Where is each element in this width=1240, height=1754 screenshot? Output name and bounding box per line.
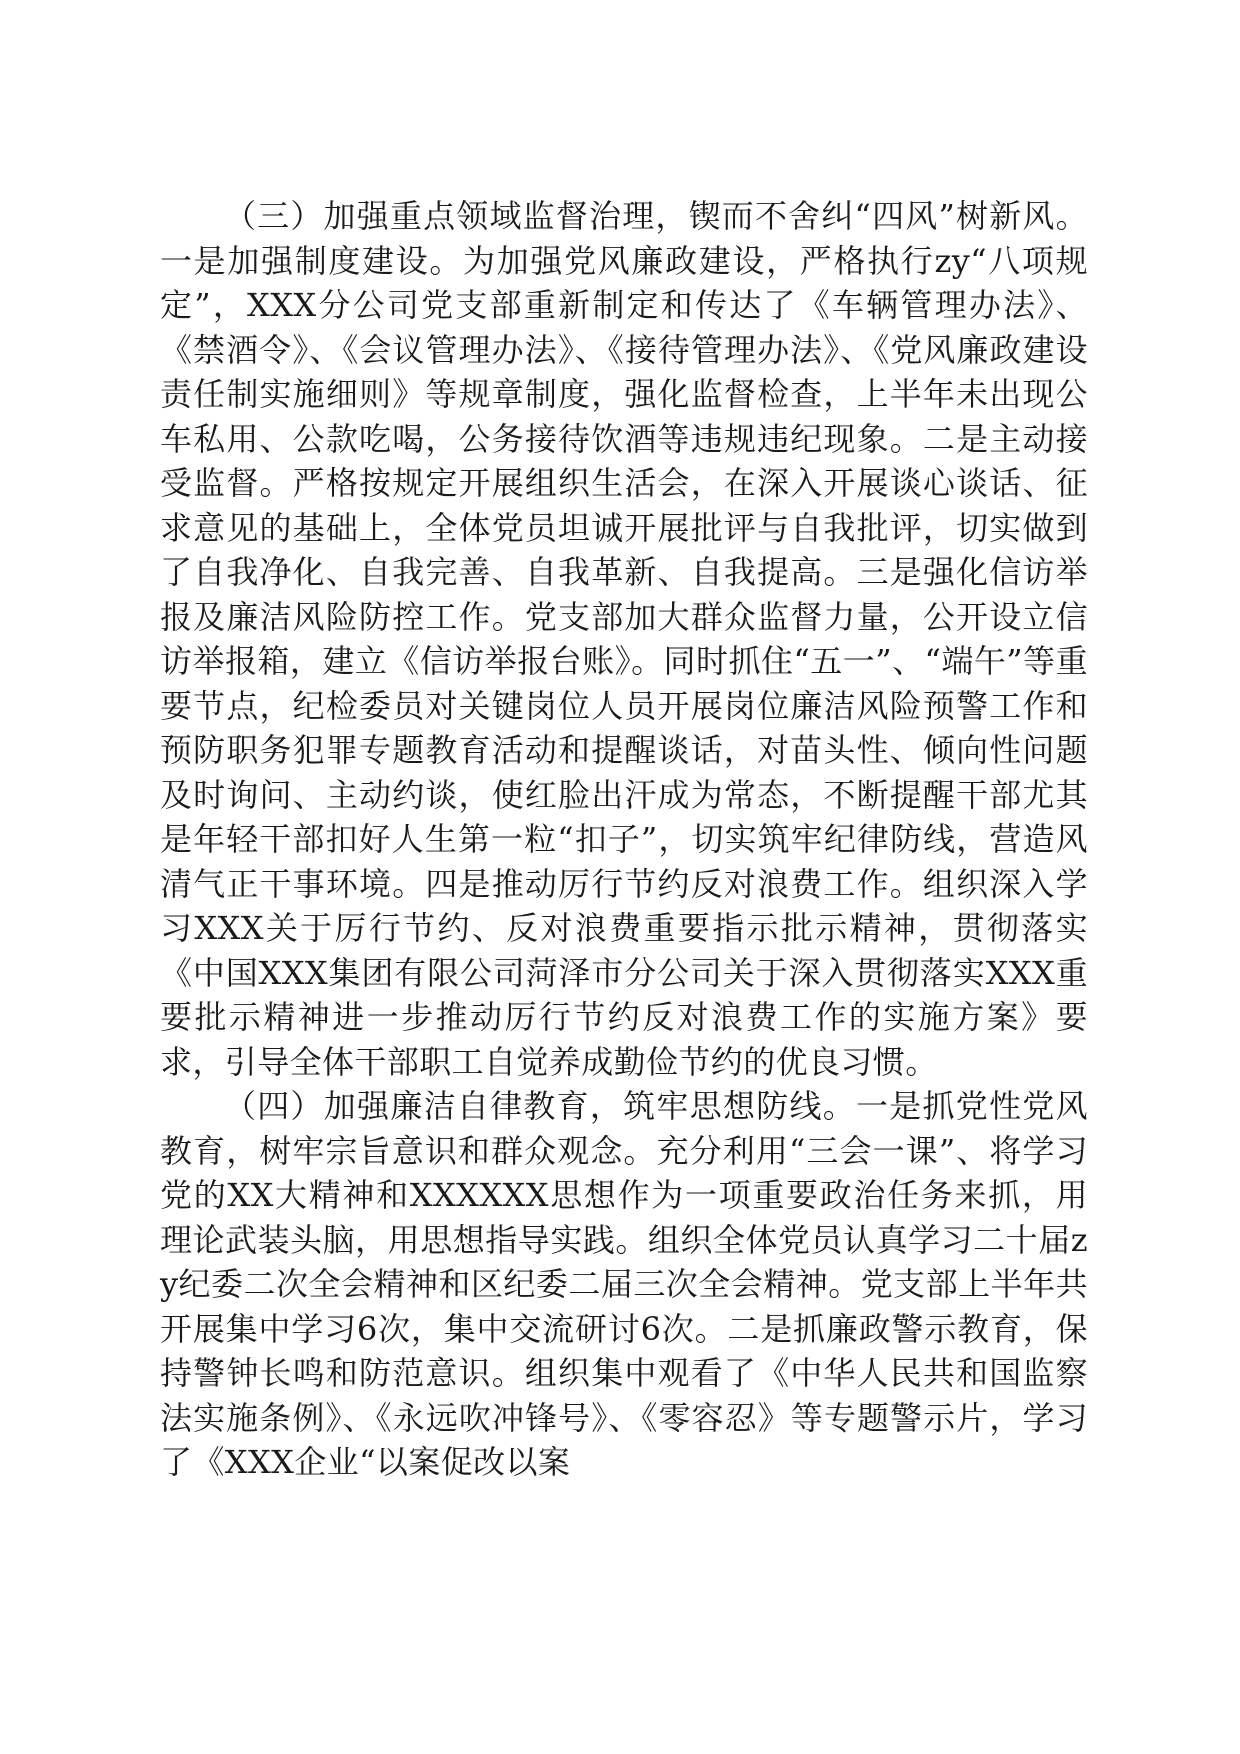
paragraph-section-four: （四）加强廉洁自律教育，筑牢思想防线。一是抓党性党风教育，树牢宗旨意识和群众观念。充分利用“三会一课”、将学习党的XX大精神和XXXXXX思想作为一项重要政治任务来抓，用理论武装头脑，用思想指导实践。组织全体党员认真学习二十届zy纪委二次全会精神和区纪委二届三次全会精神。党支部上半年共开展集中学习6次，集中交流研讨6次。二是抓廉政警示教育，保持警钟长鸣和防范意识。组织集中观看了《中华人民共和国监察法实施条例》、《永远吹冲锋号》、《零容忍》等专题警示片，学习了《XXX企业“以案促改以案 bbox=[160, 1087, 1088, 1481]
paragraph-section-three: （三）加强重点领域监督治理，锲而不舍纠“四风”树新风。一是加强制度建设。为加强党风廉政建设，严格执行zy“八项规定”，XXX分公司党支部重新制定和传达了《车辆管理办法》、《禁酒令》、《会议管理办法》、《接待管理办法》、《党风廉政建设责任制实施细则》等规章制度，强化监督检查，上半年未出现公车私用、公款吃喝，公务接待饮酒等违规违纪现象。二是主动接受监督。严格按规定开展组织生活会，在深入开展谈心谈话、征求意见的基础上，全体党员坦诚开展批评与自我批评，切实做到了自我净化、自我完善、自我革新、自我提高。三是强化信访举报及廉洁风险防控工作。党支部加大群众监督力量，公开设立信访举报箱，建立《信访举报台账》。同时抓住“五一”、“端午”等重要节点，纪检委员对关键岗位人员开展岗位廉洁风险预警工作和预防职务犯罪专题教育活动和提醒谈话，对苗头性、倾向性问题及时询问、主动约谈，使红脸出汗成为常态，不断提醒干部尤其是年轻干部扣好人生第一粒“扣子”，切实筑牢纪律防线，营造风清气正干事环境。四是推动厉行节约反对浪费工作。组织深入学习XXX关于厉行节约、反对浪费重要指示批示精神，贯彻落实《中国XXX集团有限公司菏泽市分公司关于深入贯彻落实XXX重要批示精神进一步推动厉行节约反对浪费工作的实施方案》要求，引导全体干部职工自觉养成勤俭节约的优良习惯。 bbox=[160, 197, 1088, 1081]
document-body bbox=[160, 194, 1088, 1485]
